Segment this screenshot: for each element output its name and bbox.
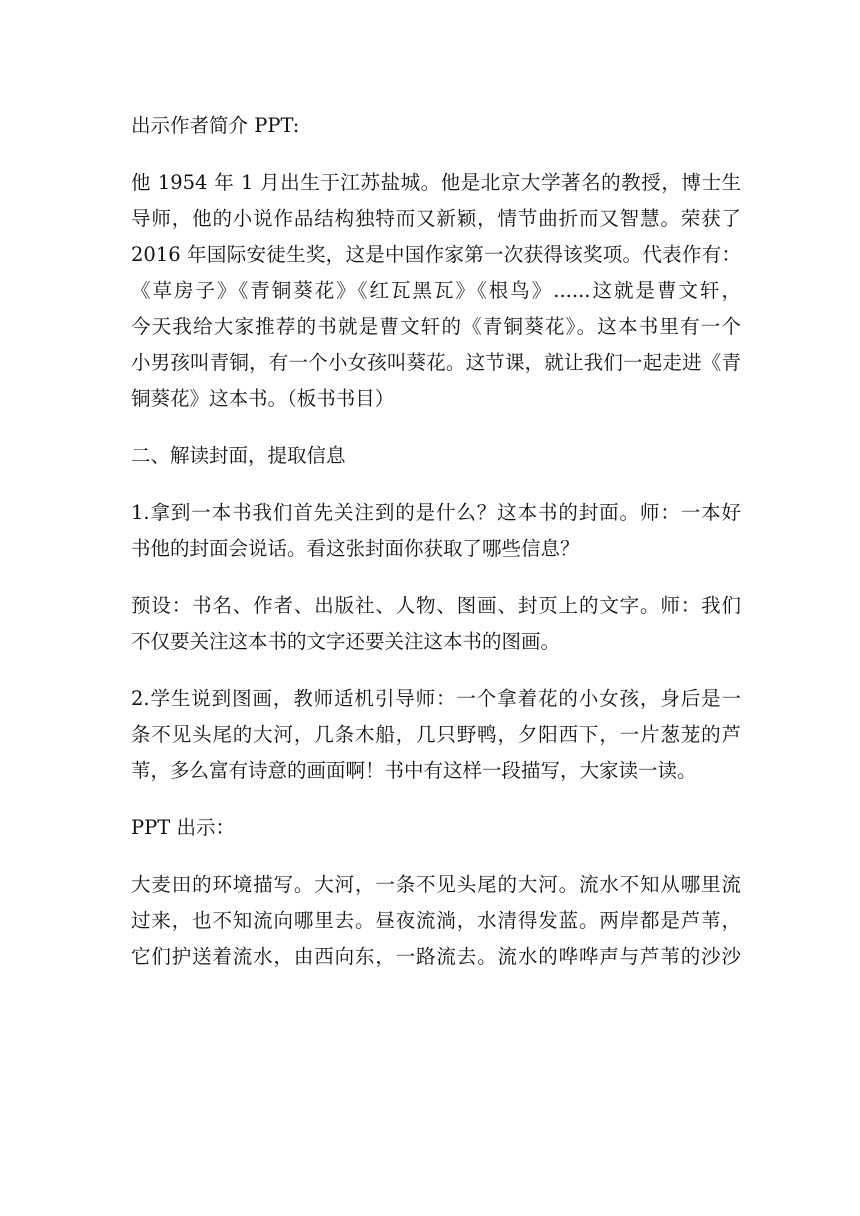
text-line: 大麦田的环境描写。大河，一条不见头尾的大河。流水不知从哪里流 [131,873,741,896]
text-line: PPT 出示： [131,816,235,839]
text-line: 预设：书名、作者、出版社、人物、图画、封页上的文字。师：我们 [131,594,741,617]
text-line: 1.拿到一本书我们首先关注到的是什么？这本书的封面。师：一本好 [131,501,741,524]
text-line: 过来，也不知流向哪里去。昼夜流淌，水清得发蓝。两岸都是芦苇， [131,909,741,932]
paragraph-ppt-show [131,810,741,846]
paragraph-author-intro-heading [131,108,741,144]
text-line: 2.学生说到图画，教师适机引导师：一个拿着花的小女孩，身后是一 [131,687,741,710]
paragraph-step-2 [131,681,741,789]
paragraph-author-bio [131,165,741,417]
text-line: 导师，他的小说作品结构独特而又新颖，情节曲折而又智慧。荣获了 [131,207,741,230]
document-body [131,108,741,996]
paragraph-environment-description [131,867,741,975]
paragraph-preset [131,588,741,660]
text-line: 今天我给大家推荐的书就是曹文轩的《青铜葵花》。这本书里有一个 [131,315,741,338]
paragraph-step-1 [131,495,741,567]
text-line: 出示作者简介 PPT: [131,114,300,137]
text-line: 铜葵花》这本书。（板书书目） [131,387,395,410]
text-line: 它们护送着流水，由西向东，一路流去。流水的哗哗声与芦苇的沙沙 [131,945,741,968]
text-line: 条不见头尾的大河，几条木船，几只野鸭，夕阳西下，一片葱茏的芦 [131,723,741,746]
text-line: 苇，多么富有诗意的画面啊！书中有这样一段描写，大家读一读。 [131,759,697,782]
text-line: 他 1954 年 1 月出生于江苏盐城。他是北京大学著名的教授，博士生 [131,171,741,194]
text-line: 2016 年国际安徒生奖，这是中国作家第一次获得该奖项。代表作有： [131,243,741,266]
text-line: 小男孩叫青铜，有一个小女孩叫葵花。这节课，就让我们一起走进《青 [131,351,741,374]
text-line: 书他的封面会说话。看这张封面你获取了哪些信息？ [131,537,580,560]
text-line: 二、解读封面，提取信息 [131,444,346,467]
text-line: 不仅要关注这本书的文字还要关注这本书的图画。 [131,630,561,653]
text-line: 《草房子》《青铜葵花》《红瓦黑瓦》《根鸟》......这就是曹文轩， [131,279,741,302]
section-heading-cover [131,438,741,474]
